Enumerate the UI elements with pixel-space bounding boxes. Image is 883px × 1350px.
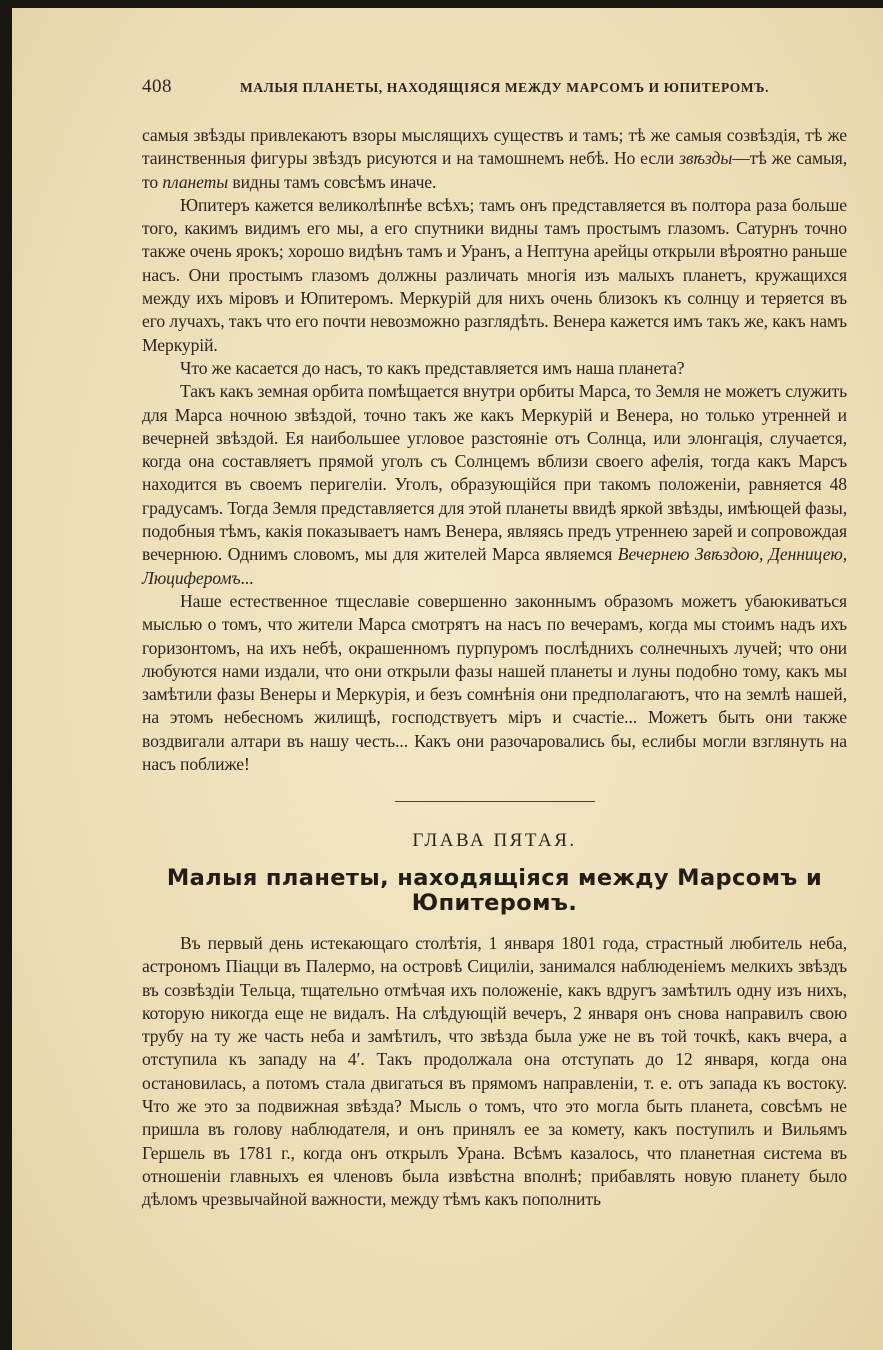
section-divider bbox=[395, 801, 595, 802]
paragraph-5: Наше естественное тщеславіе совершенно законнымъ образомъ можетъ убаюкиваться мыслью о томъ, что жители Марса смотрятъ на насъ по вечерамъ, когда мы стоимъ надъ ихъ горизонтомъ, на ихъ небѣ, окрашенномъ пурпуромъ послѣднихъ солнечныхъ лучей; что они любуются нами издали, что они открыли фазы нашей планеты и луны подобно тому, какъ мы замѣтили фазы Венеры и Меркурія, и безъ сомнѣнія они предполагаютъ, что на землѣ нашей, на этомъ небесномъ жилищѣ, господствуетъ міръ и счастіе... Можетъ быть они также воздвигали алтари въ нашу честь... Какъ они разочаровались бы, еслибы могли взглянуть на насъ поближе! bbox=[142, 590, 847, 775]
text-block-top bbox=[142, 124, 847, 776]
chapter-label: ГЛАВА ПЯТАЯ. bbox=[412, 830, 577, 851]
emphasis-planets: планеты bbox=[162, 171, 229, 192]
emphasis-stars: звѣзды bbox=[679, 148, 733, 169]
running-head: МАЛЫЯ ПЛАНЕТЫ, НАХОДЯЩІЯСЯ МЕЖДУ МАРСОМЪ И ЮПИТЕРОМЪ. bbox=[240, 80, 770, 95]
chapter-title: Малыя планеты, находящіяся между Марсомъ и Юпитеромъ. bbox=[166, 865, 823, 916]
page-number: 408 bbox=[142, 76, 172, 97]
paragraph-2: Юпитеръ кажется великолѣпнѣе всѣхъ; тамъ онъ представляется въ полтора раза больше того, какимъ видимъ его мы, а его спутники видны тамъ простымъ глазомъ. Сатурнъ точно также очень ярокъ; хорошо видѣнъ тамъ и Уранъ, а Нептуна арейцы открыли вѣроятно раньше насъ. Они простымъ глазомъ должны различать многія изъ малыхъ планетъ, кружащихся между ихъ міровъ и Юпитеромъ. Меркурій для нихъ очень близокъ къ солнцу и теряется въ его лучахъ, такъ что его почти невозможно разглядѣть. Венера кажется имъ такъ же, какъ намъ Меркурій. bbox=[142, 194, 847, 355]
paragraph-1-text-3: видны тамъ совсѣмъ иначе. bbox=[228, 171, 437, 192]
paragraph-4 bbox=[142, 380, 847, 590]
paragraph-1-text-2: —тѣ же самыя, то bbox=[142, 148, 847, 192]
paragraph-1-text: самыя звѣзды привлекаютъ взоры мыслящихъ существъ и тамъ; тѣ же самыя созвѣздія, тѣ же таинственныя фигуры звѣздъ рисуются и на тамошнемъ небѣ. Но если bbox=[142, 125, 847, 169]
paragraph-4-text: Такъ какъ земная орбита помѣщается внутри орбиты Марса, то Земля не можетъ служить для Марса ночною звѣздой, точно такъ же какъ Меркурій и Венера, но только утренней и вечерней звѣздой. Ея наибольшее угловое разстояніе отъ Солнца, или элонгація, случается, когда она составляетъ прямой уголъ съ Солнцемъ вблизи своего афелія, тогда какъ Марсъ находится въ своемъ перигеліи. Уголъ, образующійся при такомъ положеніи, равняется 48 градусамъ. Тогда Земля представляется для этой планеты ввидѣ яркой звѣзды, имѣющей фазы, подобныя тѣмъ, какія показываетъ намъ Венера, являясь предъ утреннею зарей и сопровождая вечернюю. Однимъ словомъ, мы для жителей Марса являемся bbox=[142, 381, 847, 565]
text-block-bottom bbox=[142, 932, 847, 1212]
chapter-paragraph-1: Въ первый день истекающаго столѣтія, 1 января 1801 года, страстный любитель неба, астрономъ Піацци въ Палермо, на островѣ Сициліи, занимался наблюденіемъ мелкихъ звѣздъ въ созвѣздіи Тельца, тщательно отмѣчая ихъ положеніе, какъ вдругъ замѣтилъ одну изъ нихъ, которую никогда еще не видалъ. На слѣдующій вечеръ, 2 января онъ снова направилъ свою трубу на ту же часть неба и замѣтилъ, что звѣзда была уже не въ той точкѣ, какъ вчера, а отступила къ западу на 4′. Такъ продолжала она отступать до 12 января, когда она остановилась, а потомъ стала двигаться въ прямомъ направленіи, т. е. отъ запада къ востоку. Что же это за подвижная звѣзда? Мысль о томъ, что это могла быть планета, совсѣмъ не пришла въ голову наблюдателя, и онъ принялъ ее за комету, какъ поступилъ и Вильямъ Гершель въ 1781 г., когда онъ открылъ Урана. Всѣмъ казалось, что планетная система въ отношеніи главныхъ ея членовъ была извѣстна вполнѣ; прибавлять новую планету было дѣломъ чрезвычайной важности, между тѣмъ какъ пополнить bbox=[142, 933, 847, 1210]
paragraph-1 bbox=[142, 124, 847, 194]
page-header bbox=[142, 76, 862, 102]
paragraph-4-text-2: ... bbox=[240, 567, 254, 588]
emphasis-evening-star: Вечернею Звѣздою, Денницею, Люциферомъ bbox=[142, 544, 848, 588]
paragraph-3: Что же касается до насъ, то какъ представляется имъ наша планета? bbox=[180, 357, 685, 378]
book-page bbox=[12, 8, 883, 1350]
